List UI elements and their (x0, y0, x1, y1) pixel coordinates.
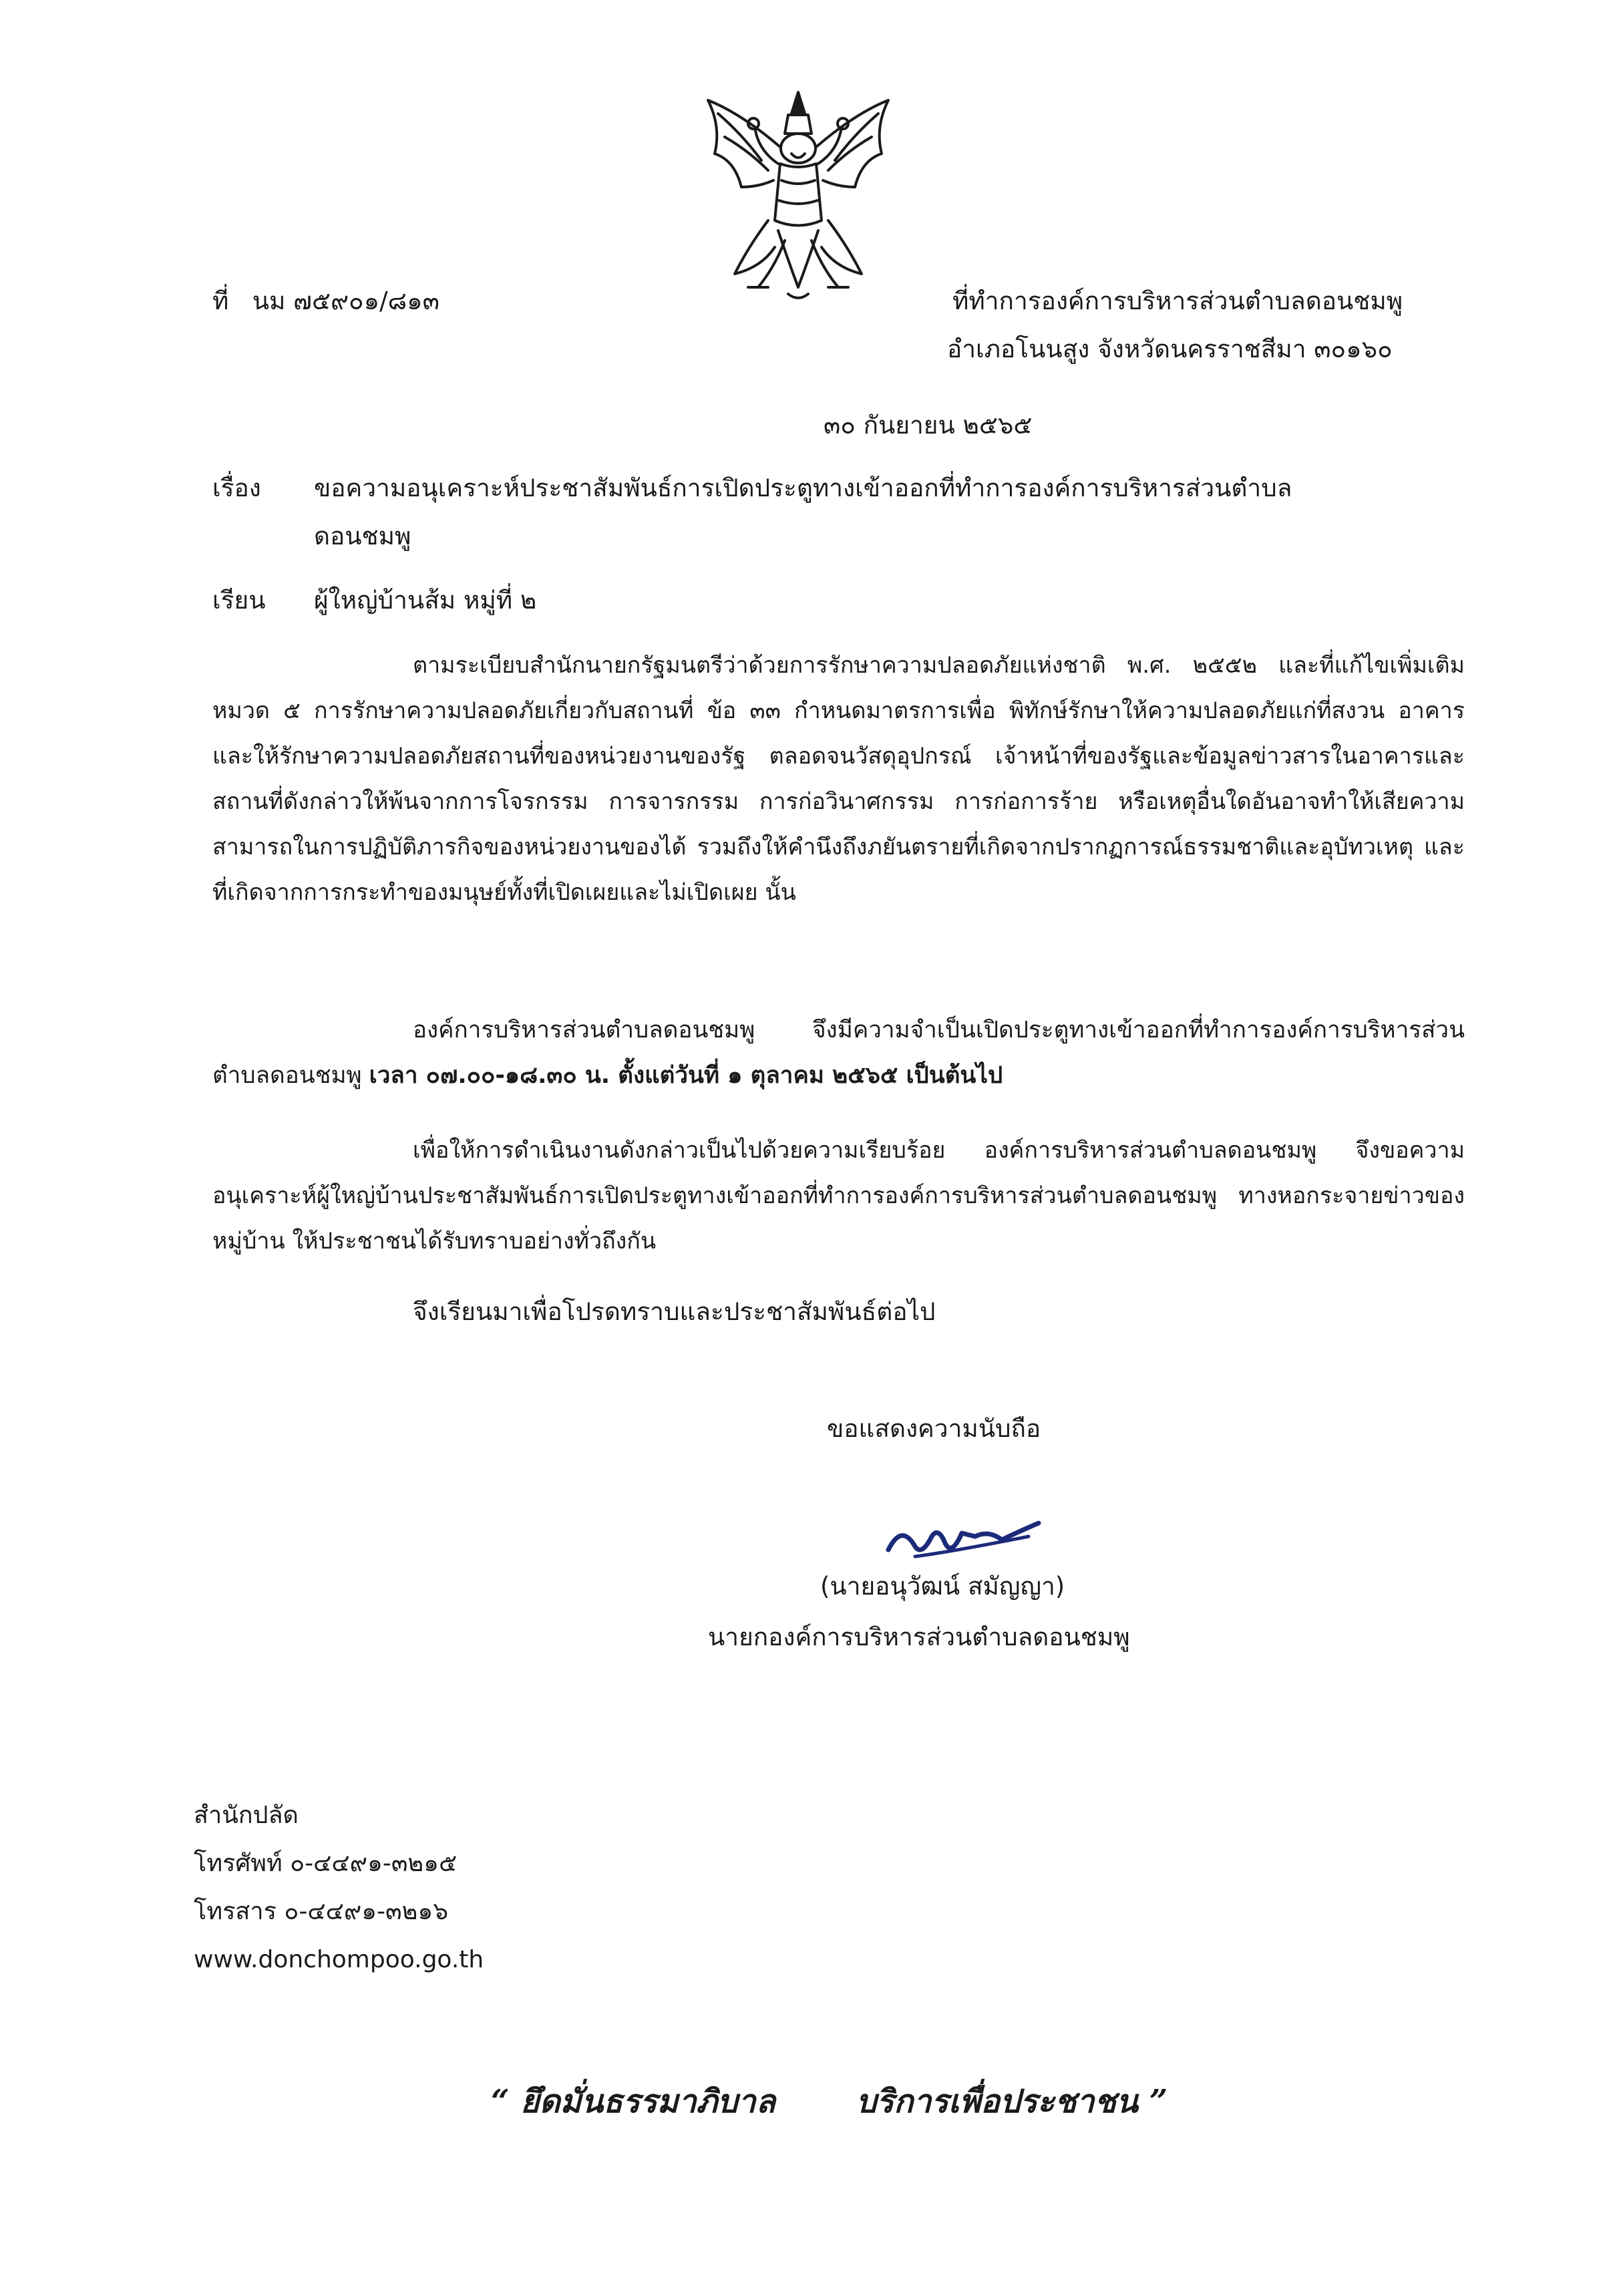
reference-number (212, 289, 439, 313)
signature-icon (875, 1510, 1049, 1570)
footer-fax: โทรสาร ๐-๔๔๙๑-๓๒๑๖ (194, 1898, 449, 1925)
opening-hours-notice: เวลา ๐๗.๐๐-๑๘.๓๐ น. ตั้งแต่วันที่ ๑ ตุลาคม ๒๕๖๕ เป็นต้นไป (369, 1062, 1003, 1089)
garuda-emblem-icon (695, 87, 902, 307)
signer-name: (นายอนุวัฒน์ สมัญญา) (820, 1572, 1065, 1601)
body-paragraph-2-text: องค์การบริหารส่วนตำบลดอนชมพู จึงมีความจำเป็นเปิดประตูทางเข้าออกที่ทำการองค์การบริหารส่วนตำบลดอนชมพู (212, 1017, 1465, 1089)
office-address-line2: อำเภอโนนสูง จังหวัดนครราชสีมา ๓๐๑๖๐ (947, 335, 1393, 363)
office-address-line1: ที่ทำการองค์การบริหารส่วนตำบลดอนชมพู (952, 287, 1403, 315)
signer-title: นายกองค์การบริหารส่วนตำบลดอนชมพู (708, 1623, 1130, 1651)
reference-value: นม ๗๕๙๐๑/๘๑๓ (252, 287, 439, 315)
body-paragraph-3: เพื่อให้การดำเนินงานดังกล่าวเป็นไปด้วยความเรียบร้อย องค์การบริหารส่วนตำบลดอนชมพู จึงขอความอนุเคราะห์ผู้ใหญ่บ้านประชาสัมพันธ์การเปิดประตูทางเข้าออกที่ทำการองค์การบริหารส่วนตำบลดอนชมพู ทางหอกระจายข่าวของหมู่บ้าน ให้ประชาชนได้รับทราบอย่างทั่วถึงกัน (212, 1137, 1465, 1255)
body-paragraph-1: ตามระเบียบสำนักนายกรัฐมนตรีว่าด้วยการรักษาความปลอดภัยแห่งชาติ พ.ศ. ๒๕๕๒ และที่แก้ไขเพิ่มเติม หมวด ๕ การรักษาความปลอดภัยเกี่ยวกับสถานที่ ข้อ ๓๓ กำหนดมาตรการเพื่อ พิทักษ์รักษาให้ความปลอดภัยแก่ที่สงวน อาคาร และให้รักษาความปลอดภัยสถานที่ของหน่วยงานของรัฐ ตลอดจนวัสดุอุปกรณ์ เจ้าหน้าที่ของรัฐและข้อมูลข่าวสารในอาคารและสถานที่ดังกล่าวให้พ้นจากการโจรกรรม การจารกรรม การก่อวินาศกรรม การก่อการร้าย หรือเหตุอื่นใดอันอาจทำให้เสียความสามารถในการปฏิบัติภารกิจของหน่วยงานของได้ รวมถึงให้คำนึงถึงภยันตรายที่เกิดจากปรากฏการณ์ธรรมชาติและอุบัทวเหตุ และที่เกิดจากการกระทำของมนุษย์ทั้งที่เปิดเผยและไม่เปิดเผย นั้น (212, 652, 1465, 906)
subject-line2: ดอนชมพู (314, 522, 411, 550)
footer-phone: โทรศัพท์ ๐-๔๔๙๑-๓๒๑๕ (194, 1850, 458, 1877)
recipient-label: เรียน (212, 586, 266, 615)
closing-salutation: ขอแสดงความนับถือ (827, 1414, 1041, 1443)
body-paragraph-4: จึงเรียนมาเพื่อโปรดทราบและประชาสัมพันธ์ต่อไป (413, 1297, 936, 1326)
subject-label: เรื่อง (212, 474, 261, 502)
recipient-name: ผู้ใหญ่บ้านส้ม หมู่ที่ ๒ (314, 586, 537, 615)
reference-label: ที่ (212, 287, 229, 315)
subject-line1: ขอความอนุเคราะห์ประชาสัมพันธ์การเปิดประตูทางเข้าออกที่ทำการองค์การบริหารส่วนตำบล (314, 474, 1292, 502)
motto-right: บริการเพื่อประชาชน ” (856, 2083, 1168, 2120)
motto-left: “ ยึดมั่นธรรมาภิบาล (491, 2083, 775, 2120)
document-date: ๓๐ กันยายน ๒๕๖๕ (824, 411, 1033, 440)
footer-department: สำนักปลัด (194, 1802, 299, 1829)
body-paragraph-2 (212, 1007, 1465, 1098)
footer-website: www.donchompoo.go.th (194, 1946, 484, 1973)
